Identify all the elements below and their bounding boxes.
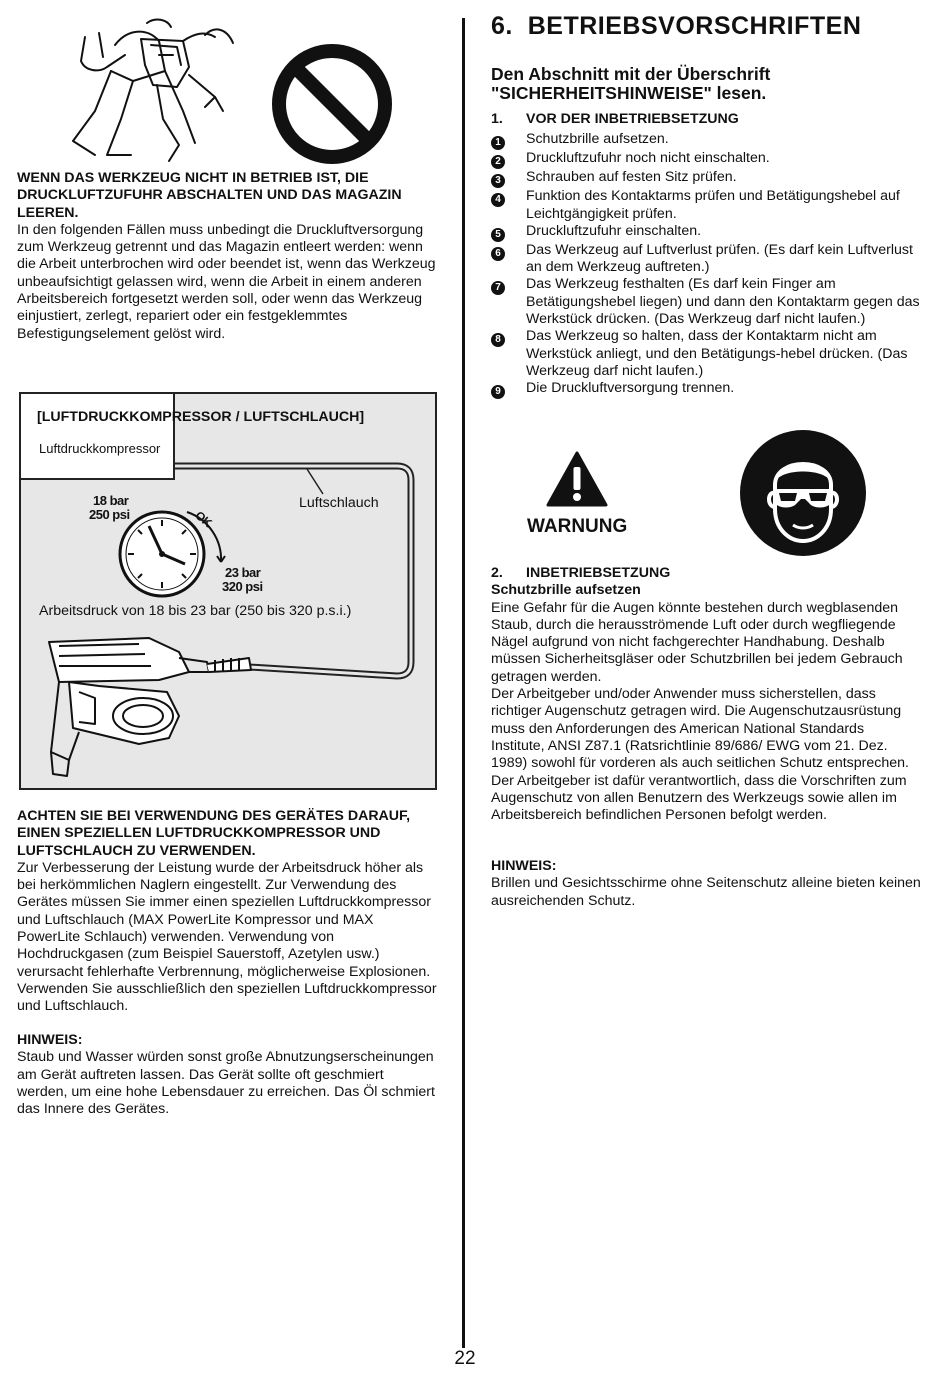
section-startup <box>491 565 921 824</box>
section-2-heading <box>491 565 921 582</box>
right-hinweis-body: Brillen und Gesichtsschirme ohne Seitenschutz alleine bieten keinen ausreichenden Schutz. <box>491 875 921 909</box>
section-2-title: INBETRIEBSETZUNG <box>526 565 671 581</box>
hose-label: Luftschlauch <box>299 495 379 511</box>
right-hinweis-heading: HINWEIS: <box>491 858 557 874</box>
step-number-icon: 4 <box>491 193 505 207</box>
step-number-icon: 2 <box>491 155 505 169</box>
step-text: Schrauben auf festen Sitz prüfen. <box>526 169 737 186</box>
startup-steps-list <box>491 131 921 399</box>
list-item <box>491 328 921 380</box>
gauge-low-psi: 250 psi <box>89 507 130 522</box>
gauge-ok: OK <box>192 508 215 530</box>
warning-label: WARNUNG <box>527 516 628 537</box>
chapter-heading: 6. BETRIEBSVORSCHRIFTEN <box>491 12 862 40</box>
column-divider <box>462 18 465 1348</box>
step-number-icon: 1 <box>491 136 505 150</box>
prohibition-icon <box>270 42 394 166</box>
section-2-number: 2. <box>491 565 503 581</box>
right-hinweis-section <box>491 858 921 910</box>
compressor-note-body: Zur Verbesserung der Leistung wurde der Arbeitsdruck höher als bei herkömmlichen Naglern eingestellt. Zur Verwendung des Gerätes müssen Sie immer einen speziellen Luftdruckkompressor und Luftschlauch (MAX PowerLite Kompressor und MAX PowerLite Schlauch) verwenden. Verwendung von Hochdruckgasen (zum Beispiel Sauerstoff, Azetylen usw.) verursacht fehlerhafte Verbrennung, möglicherweise Explosionen. Verwenden Sie ausschließlich den speziellen Luftdruckkompressor und Luftschlauch. <box>17 859 437 1015</box>
section-2-subtitle: Schutzbrille aufsetzen <box>491 582 641 599</box>
list-item <box>491 242 921 277</box>
step-text: Funktion des Kontaktarms prüfen und Betätigungshebel auf Leichtgängigkeit prüfen. <box>526 188 900 222</box>
safety-goggles-icon <box>739 429 867 557</box>
list-item <box>491 223 921 242</box>
section-before-startup <box>491 111 921 399</box>
section-1-number: 1. <box>491 111 503 127</box>
compressor-note-section <box>17 808 437 1016</box>
shutdown-warning-heading: WENN DAS WERKZEUG NICHT IN BETRIEB IST, DIE DRUCKLUFTZUFUHR ABSCHALTEN UND DAS MAGAZIN LEEREN. <box>17 170 402 221</box>
list-item <box>491 169 921 188</box>
section-1-title: VOR DER INBETRIEBSETZUNG <box>526 111 739 127</box>
figure-title: [LUFTDRUCKKOMPRESSOR / LUFTSCHLAUCH] <box>37 409 365 425</box>
step-number-icon: 7 <box>491 281 505 295</box>
list-item <box>491 131 921 150</box>
page-number: 22 <box>454 1348 476 1369</box>
step-text: Druckluftzufuhr noch nicht einschalten. <box>526 150 770 167</box>
step-number-icon: 9 <box>491 385 505 399</box>
step-text: Das Werkzeug so halten, dass der Kontaktarm nicht am Werkstück anliegt, und den Betätigungs-hebel drücken. (Das Werkzeug darf nicht laufen.) <box>526 328 908 379</box>
step-number-icon: 3 <box>491 174 505 188</box>
step-text: Das Werkzeug festhalten (Es darf kein Finger am Betätigungshebel liegen) und dann den Kontaktarm gegen das Werkstück drücken. (Das Werkzeug darf nicht laufen.) <box>526 276 920 328</box>
step-number-icon: 8 <box>491 333 505 347</box>
compressor-note-heading: ACHTEN SIE BEI VERWENDUNG DES GERÄTES DARAUF, EINEN SPEZIELLEN LUFTDRUCKKOMPRESSOR UND LUFTSCHLAUCH ZU VERWENDEN. <box>17 808 411 859</box>
left-hinweis-heading: HINWEIS: <box>17 1032 83 1048</box>
chapter-subheading: Den Abschnitt mit der Überschrift "SICHERHEITSHINWEISE" lesen. <box>491 64 771 103</box>
step-text: Das Werkzeug auf Luftverlust prüfen. (Es darf kein Luftverlust an dem Werkzeug auftreten.) <box>526 241 913 276</box>
shutdown-warning-body: In den folgenden Fällen muss unbedingt die Druckluftversorgung zum Werkzeug getrennt und das Magazin entleert werden: wenn die Arbeit unterbrochen wird oder beendet ist, wenn das Werkzeug unbeaufsichtigt gelassen wird, wenn die Arbeit in einem anderen Arbeitsbereich fortgesetzt werden soll, oder wenn das Werkzeug einjustiert, zerlegt, repariert oder ein festgeklemmtes Befestigungselement gelöst wird. <box>17 221 436 342</box>
step-number-icon: 6 <box>491 247 505 261</box>
gauge-high-bar: 23 bar <box>225 565 261 580</box>
section-1-heading <box>491 111 921 128</box>
compressor-label: Luftdruckkompressor <box>39 441 161 456</box>
warning-triangle-icon <box>545 450 609 508</box>
left-hinweis-section <box>17 1032 437 1118</box>
list-item <box>491 276 921 328</box>
figure-caption: Arbeitsdruck von 18 bis 23 bar (250 bis 320 p.s.i.) <box>39 603 352 619</box>
person-carrying-nailer-icon <box>55 15 240 165</box>
step-text: Druckluftzufuhr einschalten. <box>526 222 702 239</box>
step-number-icon: 5 <box>491 228 505 242</box>
step-text: Die Druckluftversorgung trennen. <box>526 380 735 397</box>
step-text: Schutzbrille aufsetzen. <box>526 131 669 148</box>
section-2-paragraph-2: Der Arbeitgeber und/oder Anwender muss sicherstellen, dass richtiger Augenschutz getragen wird. Die Augenschutzausrüstung muss den Anforderungen des American National Standards Institute, ANSI Z87.1 (Ratsrichtlinie 89/686/ EWG vom 21. Dez. 1989) sowohl für vorderen als auch seitlichen Schutz entsprechen. <box>491 686 909 772</box>
list-item <box>491 150 921 169</box>
list-item <box>491 188 921 223</box>
nail-gun-icon <box>39 632 259 782</box>
section-2-paragraph-3: Der Arbeitgeber ist dafür verantwortlich, dass die Vorschriften zum Augenschutz von allen Benutzern des Werkzeugs sowie allen im Arbeitsbereich befindlichen Personen befolgt werden. <box>491 772 907 824</box>
left-hinweis-body: Staub und Wasser würden sonst große Abnutzungserscheinungen am Gerät auftreten lassen. Das Gerät sollte oft geschmiert werden, um eine hohe Lebensdauer zu erreichen. Das Öl schmiert das Innere des Gerätes. <box>17 1049 435 1118</box>
section-2-paragraph-1: Eine Gefahr für die Augen könnte bestehen durch wegblasenden Staub, durch die herausströmende Luft oder durch wegfliegende Nägel aufgrund von nicht fachgerechter Handhabung. Deshalb müssen Sicherheitsgläser oder Schutzbrillen bei jedem Gebrauch getragen werden. <box>491 599 903 685</box>
gauge-high-psi: 320 psi <box>222 579 263 594</box>
shutdown-warning-section <box>17 170 437 343</box>
list-item <box>491 380 921 399</box>
gauge-low-bar: 18 bar <box>93 493 129 508</box>
compressor-hose-figure <box>19 392 437 790</box>
